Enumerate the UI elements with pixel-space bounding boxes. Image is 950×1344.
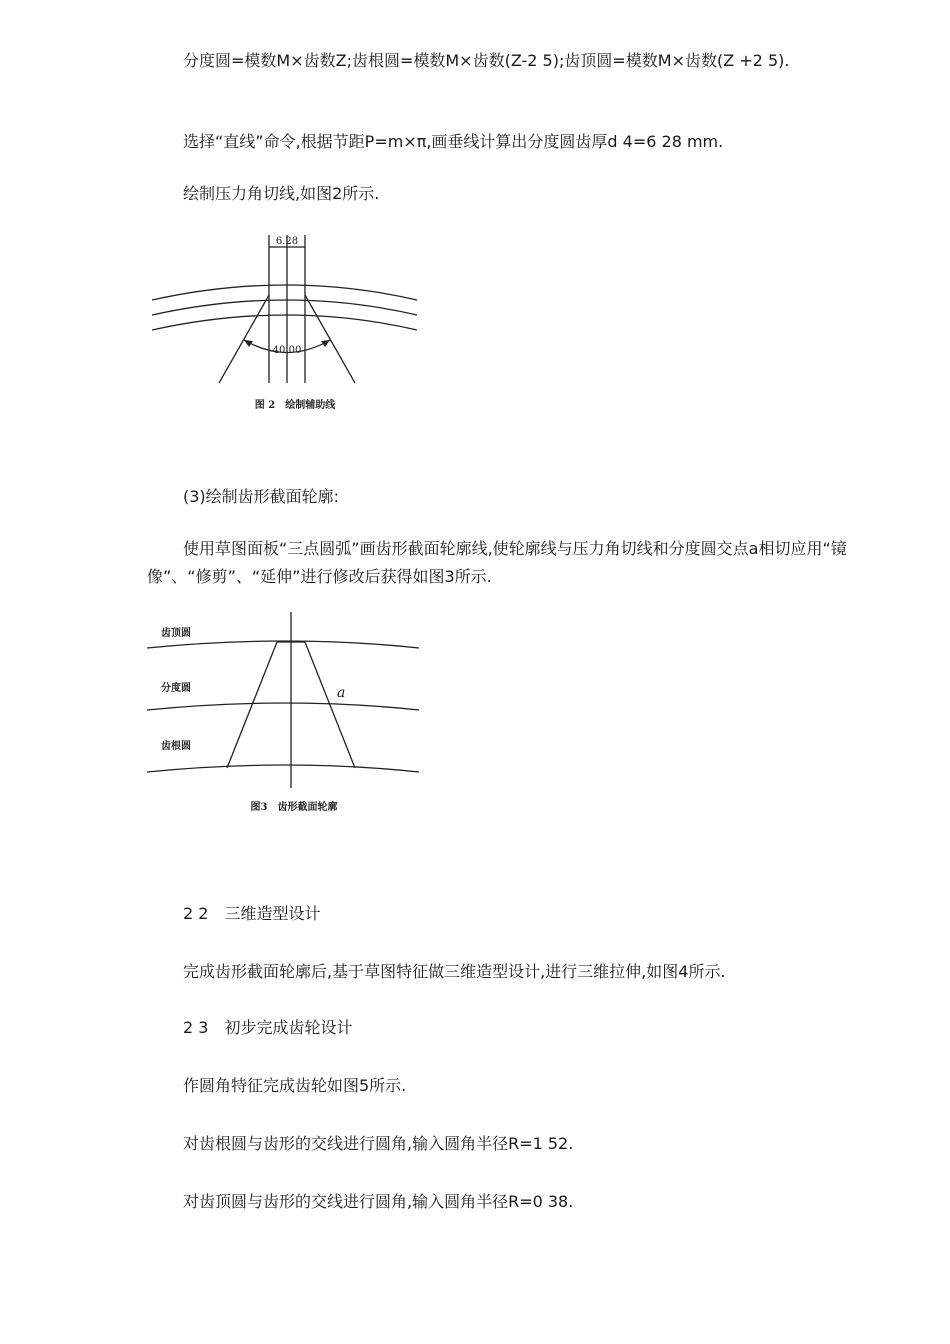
fig2-caption: 图 2 绘制辅助线 <box>254 400 336 411</box>
fig3-point-a: a <box>337 685 346 701</box>
fig2-arc-bottom <box>152 315 417 330</box>
fig3-label-dedendum: 齿根圆 <box>161 741 191 752</box>
paragraph-line-command: 选择“直线”命令,根据节距P=m×π,画垂线计算出分度圆齿厚d 4=6 28 mm. <box>183 132 724 151</box>
fig3-label-pitch: 分度圆 <box>161 683 191 694</box>
paragraph-fillet-feature: 作圆角特征完成齿轮如图5所示. <box>183 1076 407 1095</box>
fig2-arc-top <box>152 285 417 300</box>
figure-3-tooth-profile <box>147 610 427 820</box>
fig3-profile-left <box>227 642 277 768</box>
fig2-dimension-angle: 40.00 <box>272 345 302 356</box>
paragraph-tip-fillet: 对齿顶圆与齿形的交线进行圆角,输入圆角半径R=0 38. <box>183 1192 574 1211</box>
fig3-dedendum-circle <box>147 765 419 772</box>
fig2-arc-mid <box>152 300 417 315</box>
fig3-pitch-circle <box>147 703 419 710</box>
paragraph-three-point-arc: 使用草图面板“三点圆弧”画齿形截面轮廓线,使轮廓线与压力角切线和分度圆交点a相切应用“镜像”、“修剪”、“延伸”进行修改后获得如图3所示. <box>147 539 847 586</box>
fig2-dimension-top: 6.28 <box>275 236 299 247</box>
paragraph-root-fillet: 对齿根圆与齿形的交线进行圆角,输入圆角半径R=1 52. <box>183 1134 574 1153</box>
paragraph-section-3: (3)绘制齿形截面轮廓: <box>183 487 340 506</box>
paragraph-circle-formulas: 分度圆=模数M×齿数Z;齿根圆=模数M×齿数(Z-2 5);齿顶圆=模数M×齿数(Z +2 5). <box>183 51 790 70</box>
paragraph-3d-extrude: 完成齿形截面轮廓后,基于草图特征做三维造型设计,进行三维拉伸,如图4所示. <box>183 962 726 981</box>
fig2-pressure-line-left <box>219 295 269 383</box>
fig2-pressure-line-right <box>305 295 355 383</box>
paragraph-pressure-angle: 绘制压力角切线,如图2所示. <box>183 184 380 203</box>
fig3-label-addendum: 齿顶圆 <box>161 628 191 639</box>
figure-2-auxiliary-lines <box>147 225 427 420</box>
section-heading-2-2: 2 2 三维造型设计 <box>183 904 321 923</box>
section-heading-2-3: 2 3 初步完成齿轮设计 <box>183 1018 353 1037</box>
fig3-caption: 图3 齿形截面轮廓 <box>250 802 338 813</box>
